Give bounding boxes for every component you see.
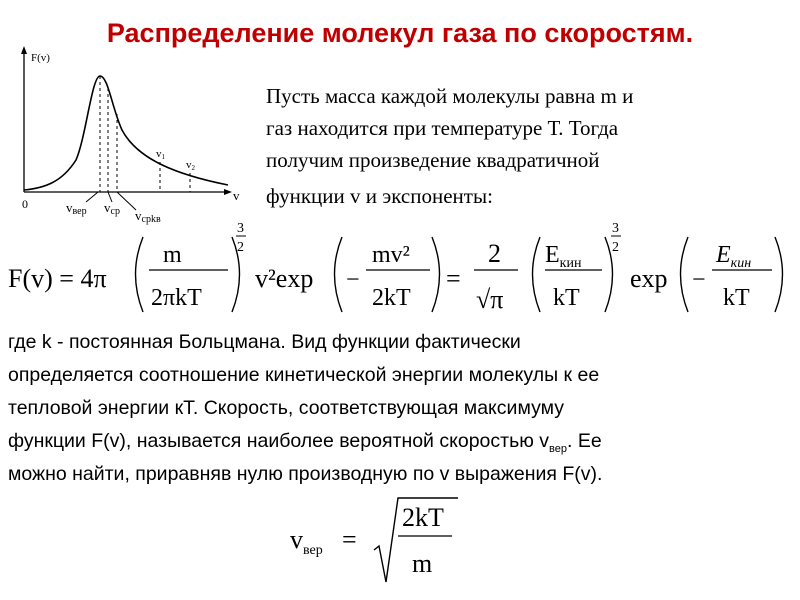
- paren-open-1: [136, 237, 144, 312]
- final-den: m: [412, 549, 433, 578]
- paren-close-4: [775, 237, 783, 312]
- intro-line-3: получим произведение квадратичной: [266, 148, 600, 172]
- formula-minus-1: −: [346, 267, 360, 293]
- intro-line-2: газ находится при температуре Т. Тогда: [266, 116, 619, 140]
- body-line-1: где k - постоянная Больцмана. Вид функции фактически: [8, 331, 521, 353]
- fraction-5-den: kT: [723, 285, 750, 311]
- fraction-4-den: kT: [553, 285, 580, 311]
- body-line-4: функции F(v), называется наиболее вероятной скоростью $v_{вер}$. Ее: [8, 430, 602, 455]
- fraction-4-num: $E_{кин}$: [545, 242, 582, 271]
- formula-minus-2: −: [692, 267, 706, 293]
- body-line-5: можно найти, приравняв нулю производную по v выражения F(v).: [8, 463, 603, 485]
- distribution-graph: [0, 42, 260, 227]
- slide-title: Распределение молекул газа по скоростям.: [106, 18, 694, 48]
- body-line-3: тепловой энергии кТ. Скорость, соответствующая максимуму: [8, 397, 564, 419]
- paren-close-2: [432, 237, 440, 312]
- exponent-2-num: 3: [612, 221, 619, 236]
- formula-equals: =: [446, 264, 461, 293]
- fraction-3-num: 2: [488, 239, 501, 268]
- y-axis-arrow: [21, 46, 27, 54]
- v-sr-label: vср: [104, 200, 120, 217]
- intro-line-1: Пусть масса каждой молекулы равна m и: [266, 84, 634, 108]
- exponent-1-num: 3: [237, 221, 244, 236]
- formula-exp: exp: [630, 264, 668, 293]
- v-ver-pointer: [86, 192, 98, 202]
- exponent-1-den: 2: [237, 240, 244, 255]
- x-axis-arrow: [224, 189, 232, 195]
- y-axis-label: F(v): [31, 52, 50, 64]
- exponent-2-den: 2: [612, 240, 619, 255]
- most-probable-speed-formula: [280, 492, 480, 592]
- origin-label: 0: [22, 197, 28, 211]
- paren-open-4: [681, 237, 689, 312]
- intro-line-4: функции v и экспоненты:: [266, 184, 493, 208]
- v2-label: v2: [186, 159, 195, 172]
- body-line-2: определяется соотношение кинетической энергии молекулы к ее: [8, 364, 600, 386]
- formula-lhs: F(v) = 4π: [8, 264, 107, 293]
- fraction-1-num: m: [163, 242, 182, 268]
- paren-open-2: [335, 237, 343, 312]
- v-srkv-label: vсрkв: [135, 208, 161, 225]
- v-ver-label: vвер: [66, 200, 87, 217]
- fraction-5-num: $E_{кин}$: [716, 242, 752, 271]
- distribution-curve: [24, 76, 228, 190]
- fraction-2-num: mv²: [372, 242, 410, 268]
- formula-v2exp: v²exp: [255, 264, 314, 293]
- fraction-1-den: 2πkT: [151, 285, 202, 311]
- fraction-3-den: √π: [476, 285, 504, 314]
- maxwell-formula: [0, 212, 800, 332]
- final-num: 2kT: [402, 503, 444, 532]
- final-v: $v_{вер}$: [290, 525, 323, 558]
- fraction-2-den: 2kT: [372, 285, 411, 311]
- x-axis-label: v: [233, 188, 240, 203]
- v1-label: v1: [156, 148, 165, 161]
- final-equals: =: [342, 525, 357, 554]
- paren-open-3: [533, 237, 541, 312]
